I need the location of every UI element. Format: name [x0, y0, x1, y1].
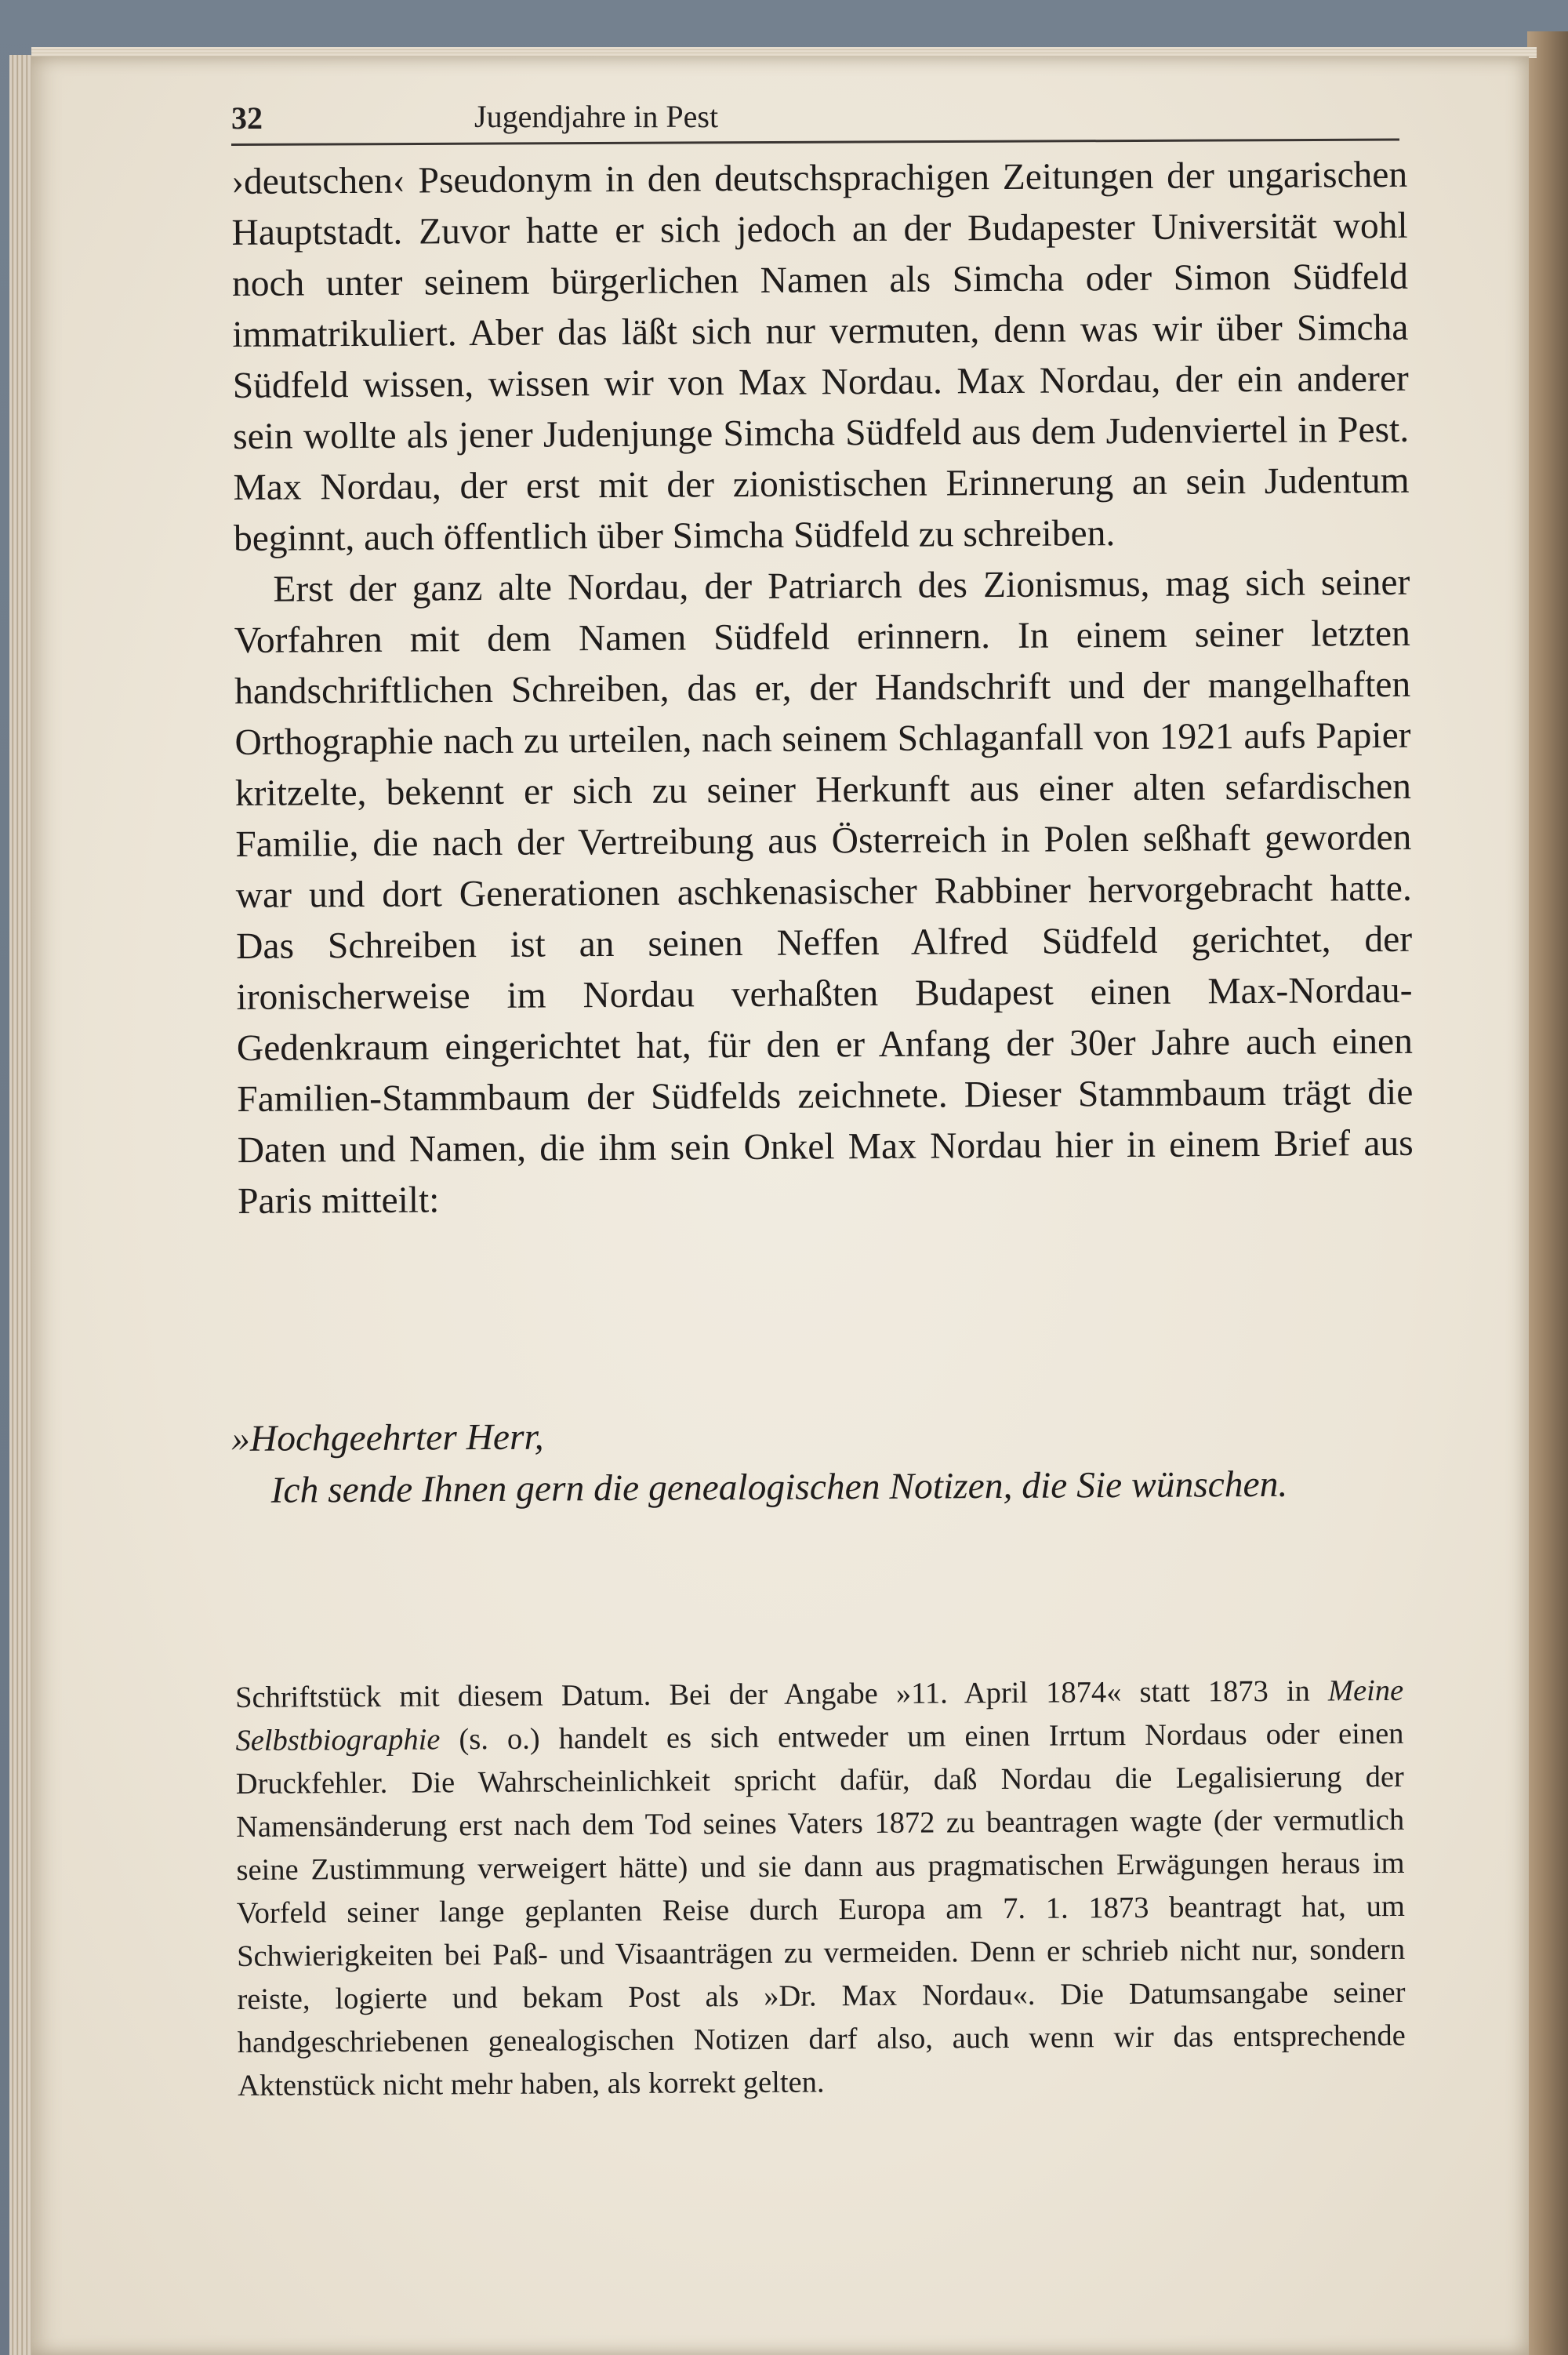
main-text [231, 150, 1414, 1227]
page-number: 32 [231, 100, 263, 136]
page-header [231, 90, 1403, 139]
footnote-text [235, 1670, 1406, 2108]
adjacent-page-edge [1527, 31, 1568, 2355]
paragraph: ›deutschen‹ Pseudonym in den deutschsprachigen Zeitungen der ungarischen Hauptstadt. Zuvor hatte er sich jedoch an der Budapester Universität wohl noch unter seinem bürgerlichen Namen als Simcha oder Simon Südfeld immatrikuliert. Aber das läßt sich nur vermuten, denn was wir über Simcha Südfeld wissen, wissen wir von Max Nordau. Max Nordau, der ein anderer sein wollte als jener Judenjunge Simcha Südfeld aus dem Judenviertel in Pest. Max Nordau, der erst mit der zionistischen Erinnerung an sein Judentum beginnt, auch öffentlich über Simcha Südfeld zu schreiben. [231, 154, 1410, 559]
letter-salutation: »Hochgeehrter Herr, [231, 1416, 544, 1459]
footnote-text-start: Schriftstück mit diesem Datum. Bei der Angabe »11. April 1874« statt 1873 in [235, 1674, 1329, 1714]
footnote-text-end: (s. o.) handelt es sich entweder um einen Irrtum Nordaus oder einen Druckfehler. Die Wahrscheinlichkeit spricht dafür, daß Nordau die Legalisierung der Namensänderung erst nach dem Tod seines Vaters 1872 zu beantragen wagte (der vermutlich seine Zustimmung verweigert hätte) und sie dann aus pragmatischen Erwägungen heraus im Vorfeld seiner lange geplanten Reise durch Europa am 7. 1. 1873 beantragt hat, um Schwierigkeiten bei Paß- und Visaanträgen zu vermeiden. Denn er schrieb nicht nur, sondern reiste, logierte und bekam Post als »Dr. Max Nordau«. Die Datumsangabe seiner handgeschriebenen genealogischen Notizen darf also, auch wenn wir das entsprechende Aktenstück nicht mehr haben, als korrekt gelten. [235, 1717, 1406, 2102]
paragraph: Erst der ganz alte Nordau, der Patriarch des Zionismus, mag sich seiner Vorfahren mit dem Namen Südfeld erinnern. In einem seiner letzten handschriftlichen Schreiben, das er, der Handschrift und der mangelhaften Orthographie nach zu urteilen, nach seinem Schlaganfall von 1921 aufs Papier kritzelte, bekennt er sich zu seiner Herkunft aus einer alten sefardischen Familie, die nach der Vertreibung aus Österreich in Polen seßhaft geworden war und dort Generationen aschkenasischer Rabbiner hervorgebracht hatte. Das Schreiben ist an seinen Neffen Alfred Südfeld gerichtet, der ironischerweise im Nordau verhaßten Budapest einen Max-Nordau-Gedenkraum eingerichtet hat, für den er Anfang der 30er Jahre auch einen Familien-Stammbaum der Südfelds zeichnete. Dieser Stammbaum trägt die Daten und Namen, die ihm sein Onkel Max Nordau hier in einem Brief aus Paris mitteilt: [234, 561, 1414, 1222]
quoted-letter [231, 1406, 1408, 1517]
footnote [235, 1670, 1406, 2108]
letter-text: Ich sende Ihnen gern die genealogischen Notizen, die Sie wünschen. [270, 1463, 1288, 1511]
footnote-book-title: Meine Selbstbiographie [235, 1674, 1404, 1757]
running-title: Jugendjahre in Pest [474, 99, 719, 134]
